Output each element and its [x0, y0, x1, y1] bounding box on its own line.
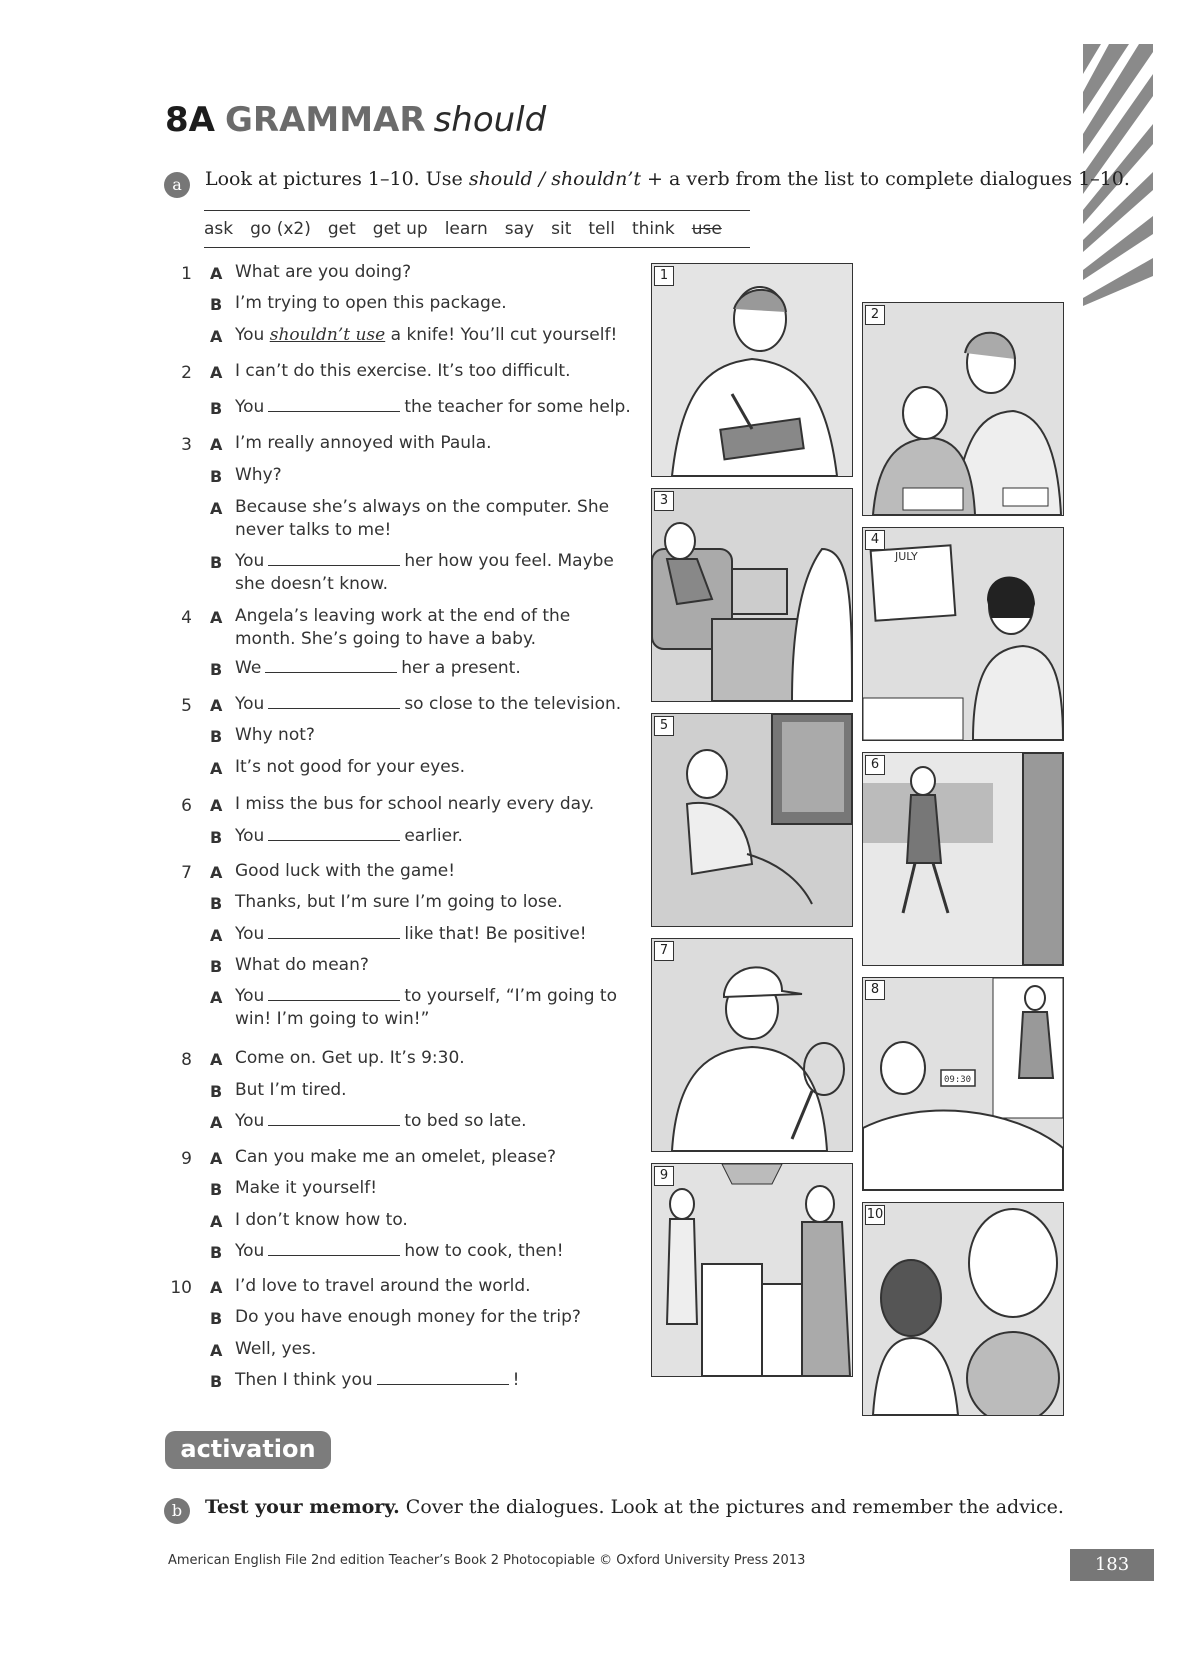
dialogue-line — [235, 1177, 635, 1200]
speaker-label: A — [210, 1341, 223, 1360]
dialogue-number: 2 — [181, 363, 192, 383]
dialogue-line — [235, 693, 635, 716]
picture-number: 6 — [865, 755, 885, 775]
instruction-part: + a verb from the list to complete dialogues 1–10. — [641, 168, 1130, 190]
alarm-clock-time: 09:30 — [944, 1075, 972, 1085]
word-bank-used-word: use — [691, 219, 722, 239]
kitchen-illustration — [652, 1164, 852, 1376]
speaker-label: B — [210, 1082, 223, 1101]
speaker-label: B — [210, 660, 223, 679]
computer-illustration — [652, 489, 852, 701]
line-text-before: We — [235, 658, 262, 678]
line-text-after: her how you feel. Maybe she doesn’t know. — [235, 551, 614, 594]
line-text-after: to bed so late. — [404, 1111, 527, 1131]
line-text: I miss the bus for school nearly every day. — [235, 794, 595, 814]
picture-1 — [651, 263, 853, 477]
speaker-label: A — [210, 988, 223, 1007]
dialogue-line — [235, 756, 635, 779]
line-text: Do you have enough money for the trip? — [235, 1307, 581, 1327]
speaker-label: A — [210, 1278, 223, 1297]
speaker-label: A — [210, 608, 223, 627]
travel-dream-illustration — [863, 1203, 1063, 1415]
picture-number: 9 — [654, 1166, 674, 1186]
word-bank-word: get — [327, 219, 356, 239]
dialogue-number: 10 — [170, 1278, 192, 1298]
line-text-after: a knife! You’ll cut yourself! — [385, 325, 618, 345]
dialogue-line — [235, 261, 635, 284]
picture-4 — [862, 527, 1064, 741]
dialogue-line — [235, 292, 635, 315]
dialogue-line — [235, 1275, 635, 1298]
dialogue-line — [235, 605, 635, 651]
line-text: Make it yourself! — [235, 1178, 378, 1198]
word-bank-word: get up — [372, 219, 428, 239]
picture-3 — [651, 488, 853, 702]
footer-credit: American English File 2nd edition Teacher’s Book 2 Photocopiable © Oxford University Press 2013 — [168, 1553, 806, 1568]
dialogue-number: 8 — [181, 1050, 192, 1070]
unit-code: 8A — [165, 100, 215, 140]
tennis-illustration — [652, 939, 852, 1151]
dialogue-number: 5 — [181, 696, 192, 716]
speaker-label: A — [210, 696, 223, 715]
picture-5 — [651, 713, 853, 927]
picture-8 — [862, 977, 1064, 1191]
picture-number: 4 — [865, 530, 885, 550]
dialogue-number: 7 — [181, 863, 192, 883]
line-text: I’d love to travel around the world. — [235, 1276, 531, 1296]
dialogue-line — [235, 985, 635, 1031]
dialogue-line — [235, 1209, 635, 1232]
picture-number: 8 — [865, 980, 885, 1000]
instruction-bold: Test your memory. — [205, 1496, 400, 1518]
dialogue-line — [235, 1338, 635, 1361]
speaker-label: A — [210, 499, 223, 518]
calendar-month: JULY — [895, 550, 918, 563]
speaker-label: B — [210, 1372, 223, 1391]
picture-6 — [862, 752, 1064, 966]
picture-9 — [651, 1163, 853, 1377]
dialogue-line — [235, 464, 635, 487]
line-text-after: so close to the television. — [404, 694, 622, 714]
speaker-label: A — [210, 796, 223, 815]
television-illustration — [652, 714, 852, 926]
dialogue-line — [235, 496, 635, 542]
line-text: Because she’s always on the computer. She never talks to me! — [235, 497, 610, 540]
dialogue-line — [235, 923, 635, 946]
line-text: I’m really annoyed with Paula. — [235, 433, 492, 453]
picture-number: 2 — [865, 305, 885, 325]
answer-blank[interactable] — [268, 397, 400, 412]
example-answer: shouldn’t use — [269, 325, 386, 345]
answer-blank[interactable] — [265, 658, 397, 673]
speaker-label: A — [210, 1212, 223, 1231]
answer-blank[interactable] — [268, 694, 400, 709]
line-text: Good luck with the game! — [235, 861, 456, 881]
line-text-before: You — [235, 986, 265, 1006]
line-text-before: Then I think you — [235, 1370, 373, 1390]
line-text-before: You — [235, 1241, 265, 1261]
speaker-label: A — [210, 1149, 223, 1168]
word-bank-word: tell — [588, 219, 615, 239]
dialogue-line — [235, 657, 635, 680]
dialogue-line — [235, 360, 635, 383]
dialogue-line — [235, 825, 635, 848]
exercise-b-instruction — [205, 1496, 1064, 1518]
speaker-label: B — [210, 553, 223, 572]
answer-blank[interactable] — [268, 551, 400, 566]
line-text-after: how to cook, then! — [404, 1241, 564, 1261]
dialogue-number: 4 — [181, 608, 192, 628]
dialogue-line — [235, 324, 635, 347]
line-text-before: You — [235, 1111, 265, 1131]
word-bank-word: say — [504, 219, 535, 239]
speaker-label: B — [210, 1309, 223, 1328]
dialogue-number: 1 — [181, 264, 192, 284]
picture-number: 10 — [865, 1205, 885, 1225]
section-label: GRAMMAR — [224, 100, 426, 140]
picture-number: 7 — [654, 941, 674, 961]
dialogue-line — [235, 396, 635, 419]
instruction-should: should / shouldn’t — [468, 168, 642, 190]
line-text: I’m trying to open this package. — [235, 293, 507, 313]
word-bank-word: go (x2) — [250, 219, 311, 239]
picture-number: 3 — [654, 491, 674, 511]
exercise-a-bullet: a — [164, 172, 190, 198]
speaker-label: B — [210, 399, 223, 418]
dialogue-number: 9 — [181, 1149, 192, 1169]
line-text-before: You — [235, 694, 265, 714]
dialogue-number: 6 — [181, 796, 192, 816]
speaker-label: A — [210, 863, 223, 882]
line-text-before: You — [235, 325, 270, 345]
line-text: Thanks, but I’m sure I’m going to lose. — [235, 892, 563, 912]
bus-illustration — [863, 753, 1063, 965]
speaker-label: B — [210, 467, 223, 486]
word-bank — [204, 210, 750, 248]
bedroom-illustration — [863, 978, 1063, 1190]
line-text-after: the teacher for some help. — [404, 397, 631, 417]
exercise-b-bullet: b — [164, 1498, 190, 1524]
activation-banner: activation — [165, 1431, 331, 1469]
answer-blank[interactable] — [268, 1241, 400, 1256]
line-text: Angela’s leaving work at the end of the month. She’s going to have a baby. — [235, 606, 571, 649]
word-bank-word: ask — [204, 219, 234, 239]
dialogue-line — [235, 1369, 635, 1392]
line-text: What do mean? — [235, 955, 369, 975]
line-text-after: ! — [512, 1370, 520, 1390]
answer-blank[interactable] — [268, 826, 400, 841]
answer-blank[interactable] — [268, 1111, 400, 1126]
picture-number: 5 — [654, 716, 674, 736]
word-bank-word: learn — [444, 219, 488, 239]
page-title — [165, 100, 546, 140]
line-text-before: You — [235, 551, 265, 571]
dialogue-line — [235, 1110, 635, 1133]
line-text: Can you make me an omelet, please? — [235, 1147, 557, 1167]
line-text-after: earlier. — [404, 826, 463, 846]
word-bank-word: think — [631, 219, 675, 239]
dialogue-line — [235, 550, 635, 596]
word-bank-word: sit — [551, 219, 572, 239]
picture-2 — [862, 302, 1064, 516]
dialogue-line — [235, 891, 635, 914]
answer-blank[interactable] — [268, 924, 400, 939]
speaker-label: A — [210, 327, 223, 346]
dialogue-line — [235, 1306, 635, 1329]
line-text-before: You — [235, 924, 265, 944]
exercise-a-instruction — [205, 168, 1130, 190]
speaker-label: B — [210, 1180, 223, 1199]
answer-blank[interactable] — [377, 1370, 509, 1385]
dialogue-line — [235, 860, 635, 883]
line-text-before: You — [235, 826, 265, 846]
speaker-label: B — [210, 295, 223, 314]
line-text: But I’m tired. — [235, 1080, 347, 1100]
line-text-after: like that! Be positive! — [404, 924, 587, 944]
line-text-after: to yourself, “I’m going to win! I’m going to win!” — [235, 986, 617, 1029]
answer-blank[interactable] — [268, 986, 400, 1001]
dialogue-line — [235, 1047, 635, 1070]
dialogue-line — [235, 954, 635, 977]
line-text-before: You — [235, 397, 265, 417]
instruction-text: Cover the dialogues. Look at the pictures and remember the advice. — [399, 1496, 1064, 1518]
grammar-topic: should — [433, 100, 547, 140]
line-text: Well, yes. — [235, 1339, 317, 1359]
dialogue-line — [235, 1079, 635, 1102]
dialogue-number: 3 — [181, 435, 192, 455]
speaker-label: B — [210, 957, 223, 976]
speaker-label: A — [210, 435, 223, 454]
speaker-label: A — [210, 264, 223, 283]
speaker-label: B — [210, 727, 223, 746]
speaker-label: B — [210, 894, 223, 913]
line-text: Why? — [235, 465, 282, 485]
speaker-label: A — [210, 1050, 223, 1069]
speaker-label: A — [210, 759, 223, 778]
calendar-illustration — [863, 528, 1063, 740]
line-text: Come on. Get up. It’s 9:30. — [235, 1048, 465, 1068]
line-text-after: her a present. — [401, 658, 521, 678]
dialogue-line — [235, 793, 635, 816]
dialogue-line — [235, 1240, 635, 1263]
line-text: I can’t do this exercise. It’s too difficult. — [235, 361, 571, 381]
dialogue-line — [235, 1146, 635, 1169]
speaker-label: A — [210, 1113, 223, 1132]
speaker-label: B — [210, 1243, 223, 1262]
picture-number: 1 — [654, 266, 674, 286]
speaker-label: A — [210, 363, 223, 382]
homework-illustration — [863, 303, 1063, 515]
dialogue-line — [235, 432, 635, 455]
speaker-label: A — [210, 926, 223, 945]
package-illustration — [652, 264, 852, 476]
dialogue-line — [235, 724, 635, 747]
line-text: I don’t know how to. — [235, 1210, 408, 1230]
line-text: Why not? — [235, 725, 315, 745]
line-text: What are you doing? — [235, 262, 412, 282]
speaker-label: B — [210, 828, 223, 847]
line-text: It’s not good for your eyes. — [235, 757, 466, 777]
picture-7 — [651, 938, 853, 1152]
picture-10 — [862, 1202, 1064, 1416]
page-number: 183 — [1070, 1549, 1154, 1581]
instruction-part: Look at pictures 1–10. Use — [205, 168, 469, 190]
